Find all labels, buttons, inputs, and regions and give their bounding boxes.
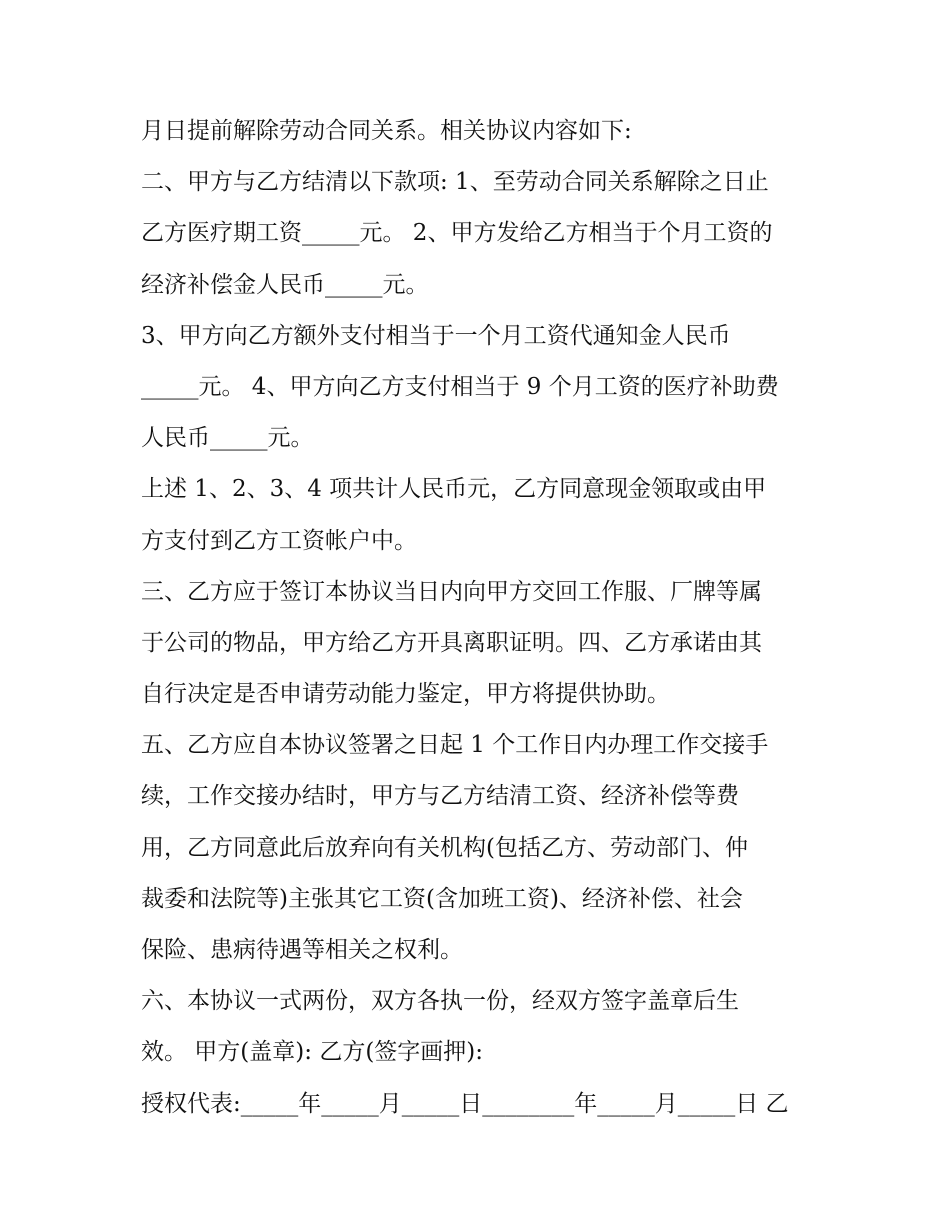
text-line: 方支付到乙方工资帐户中。: [141, 527, 417, 554]
text-line: _____元。 4、甲方向乙方支付相当于 9 个月工资的医疗补助费: [141, 373, 779, 400]
text-line: 六、本协议一式两份，双方各执一份，经双方签字盖章后生: [141, 988, 739, 1015]
text-line: 续，工作交接办结时，甲方与乙方结清工资、经济补偿等费: [141, 783, 739, 810]
text-line: 效。 甲方(盖章): 乙方(签字画押):: [141, 1039, 484, 1066]
text-line: 裁委和法院等)主张其它工资(含加班工资)、经济补偿、社会: [141, 885, 743, 912]
text-line: 保险、患病待遇等相关之权利。: [141, 937, 463, 963]
text-line: 3、甲方向乙方额外支付相当于一个月工资代通知金人民币: [141, 322, 731, 349]
text-line: 授权代表:_____年_____月_____日________年_____月_____日 乙: [141, 1090, 789, 1117]
text-line: 月日提前解除劳动合同关系。相关协议内容如下:: [141, 118, 632, 144]
text-line: 五、乙方应自本协议签署之日起 1 个工作日内办理工作交接手: [141, 732, 769, 759]
text-line: 乙方医疗期工资_____元。 2、甲方发给乙方相当于个月工资的: [141, 220, 773, 247]
contract-text: [141, 106, 821, 1130]
text-line: 经济补偿金人民币_____元。: [141, 271, 429, 298]
text-line: 上述 1、2、3、4 项共计人民币元，乙方同意现金领取或由甲: [141, 476, 767, 503]
text-line: 自行决定是否申请劳动能力鉴定，甲方将提供协助。: [141, 681, 670, 708]
text-line: 三、乙方应于签订本协议当日内向甲方交回工作服、厂牌等属: [141, 578, 762, 605]
text-line: 人民币_____元。: [141, 425, 314, 452]
text-line: 二、甲方与乙方结清以下款项: 1、至劳动合同关系解除之日止: [141, 169, 769, 196]
text-line: 于公司的物品，甲方给乙方开具离职证明。四、乙方承诺由其: [141, 629, 762, 656]
text-line: 用，乙方同意此后放弃向有关机构(包括乙方、劳动部门、仲: [141, 834, 748, 861]
